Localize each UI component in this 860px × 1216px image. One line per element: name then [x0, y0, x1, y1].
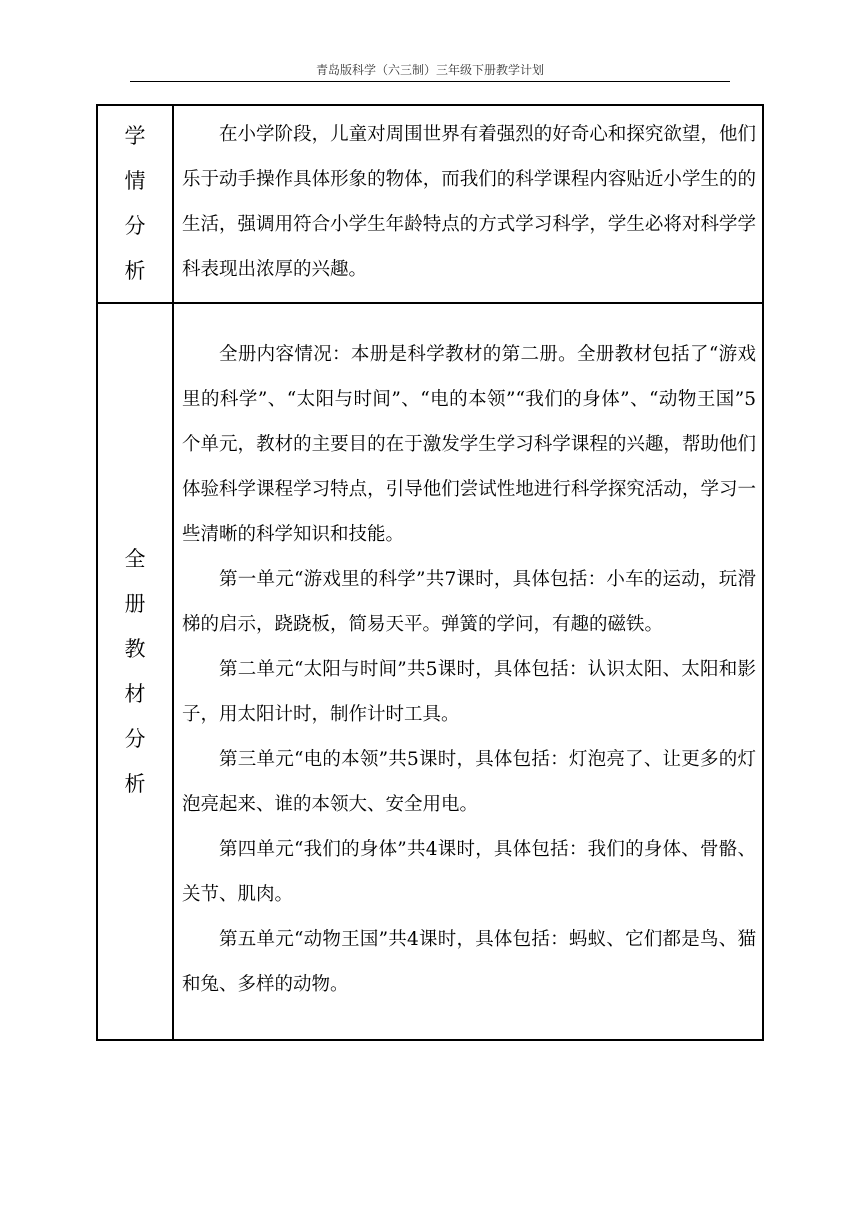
paragraph: 在小学阶段，儿童对周围世界有着强烈的好奇心和探究欲望，他们乐于动手操作具体形象的物体，而我们的科学课程内容贴近小学生的的生活，强调用符合小学生年龄特点的方式学习科学，学生必将对科学学科表现出浓厚的兴趣。 — [182, 124, 756, 280]
content-cell-textbook-analysis — [173, 303, 763, 1040]
label-char: 册 — [124, 591, 146, 616]
label-char: 分 — [124, 726, 146, 751]
paragraph-unit-5: 第五单元“动物王国”共4课时，具体包括：蚂蚁、它们都是鸟、猫和兔、多样的动物。 — [182, 929, 756, 995]
content-cell-student-analysis — [173, 105, 763, 303]
label-char: 析 — [124, 259, 146, 283]
header-title: 青岛版科学（六三制）三年级下册教学计划 — [315, 63, 544, 77]
paragraph-unit-2: 第二单元“太阳与时间”共5课时，具体包括：认识太阳、太阳和影子，用太阳计时，制作计时工具。 — [182, 659, 756, 725]
label-char: 情 — [124, 169, 146, 193]
label-char: 教 — [124, 636, 146, 661]
label-char: 材 — [124, 681, 146, 706]
label-char: 析 — [124, 771, 146, 796]
teaching-plan-table — [96, 104, 764, 1041]
label-char: 分 — [124, 214, 146, 238]
page-header — [130, 60, 730, 82]
table-row-textbook-analysis — [97, 303, 763, 1040]
label-char: 全 — [124, 546, 146, 571]
label-char: 学 — [124, 124, 146, 148]
table-row-student-analysis — [97, 105, 763, 303]
paragraph-unit-4: 第四单元“我们的身体”共4课时，具体包括：我们的身体、骨骼、关节、肌肉。 — [182, 839, 756, 905]
label-cell-student-analysis — [97, 105, 173, 303]
paragraph-unit-1: 第一单元“游戏里的科学”共7课时，具体包括：小车的运动，玩滑梯的启示，跷跷板，简易天平。弹簧的学问，有趣的磁铁。 — [182, 569, 756, 635]
paragraph-overview: 全册内容情况：本册是科学教材的第二册。全册教材包括了“游戏里的科学”、“太阳与时间”、“电的本领”“我们的身体”、“动物王国”5个单元，教材的主要目的在于激发学生学习科学课程的兴趣，帮助他们体验科学课程学习特点，引导他们尝试性地进行科学探究活动，学习一些清晰的科学知识和技能。 — [182, 344, 756, 545]
label-cell-textbook-analysis — [97, 303, 173, 1040]
paragraph-unit-3: 第三单元“电的本领”共5课时，具体包括：灯泡亮了、让更多的灯泡亮起来、谁的本领大、安全用电。 — [182, 749, 756, 815]
